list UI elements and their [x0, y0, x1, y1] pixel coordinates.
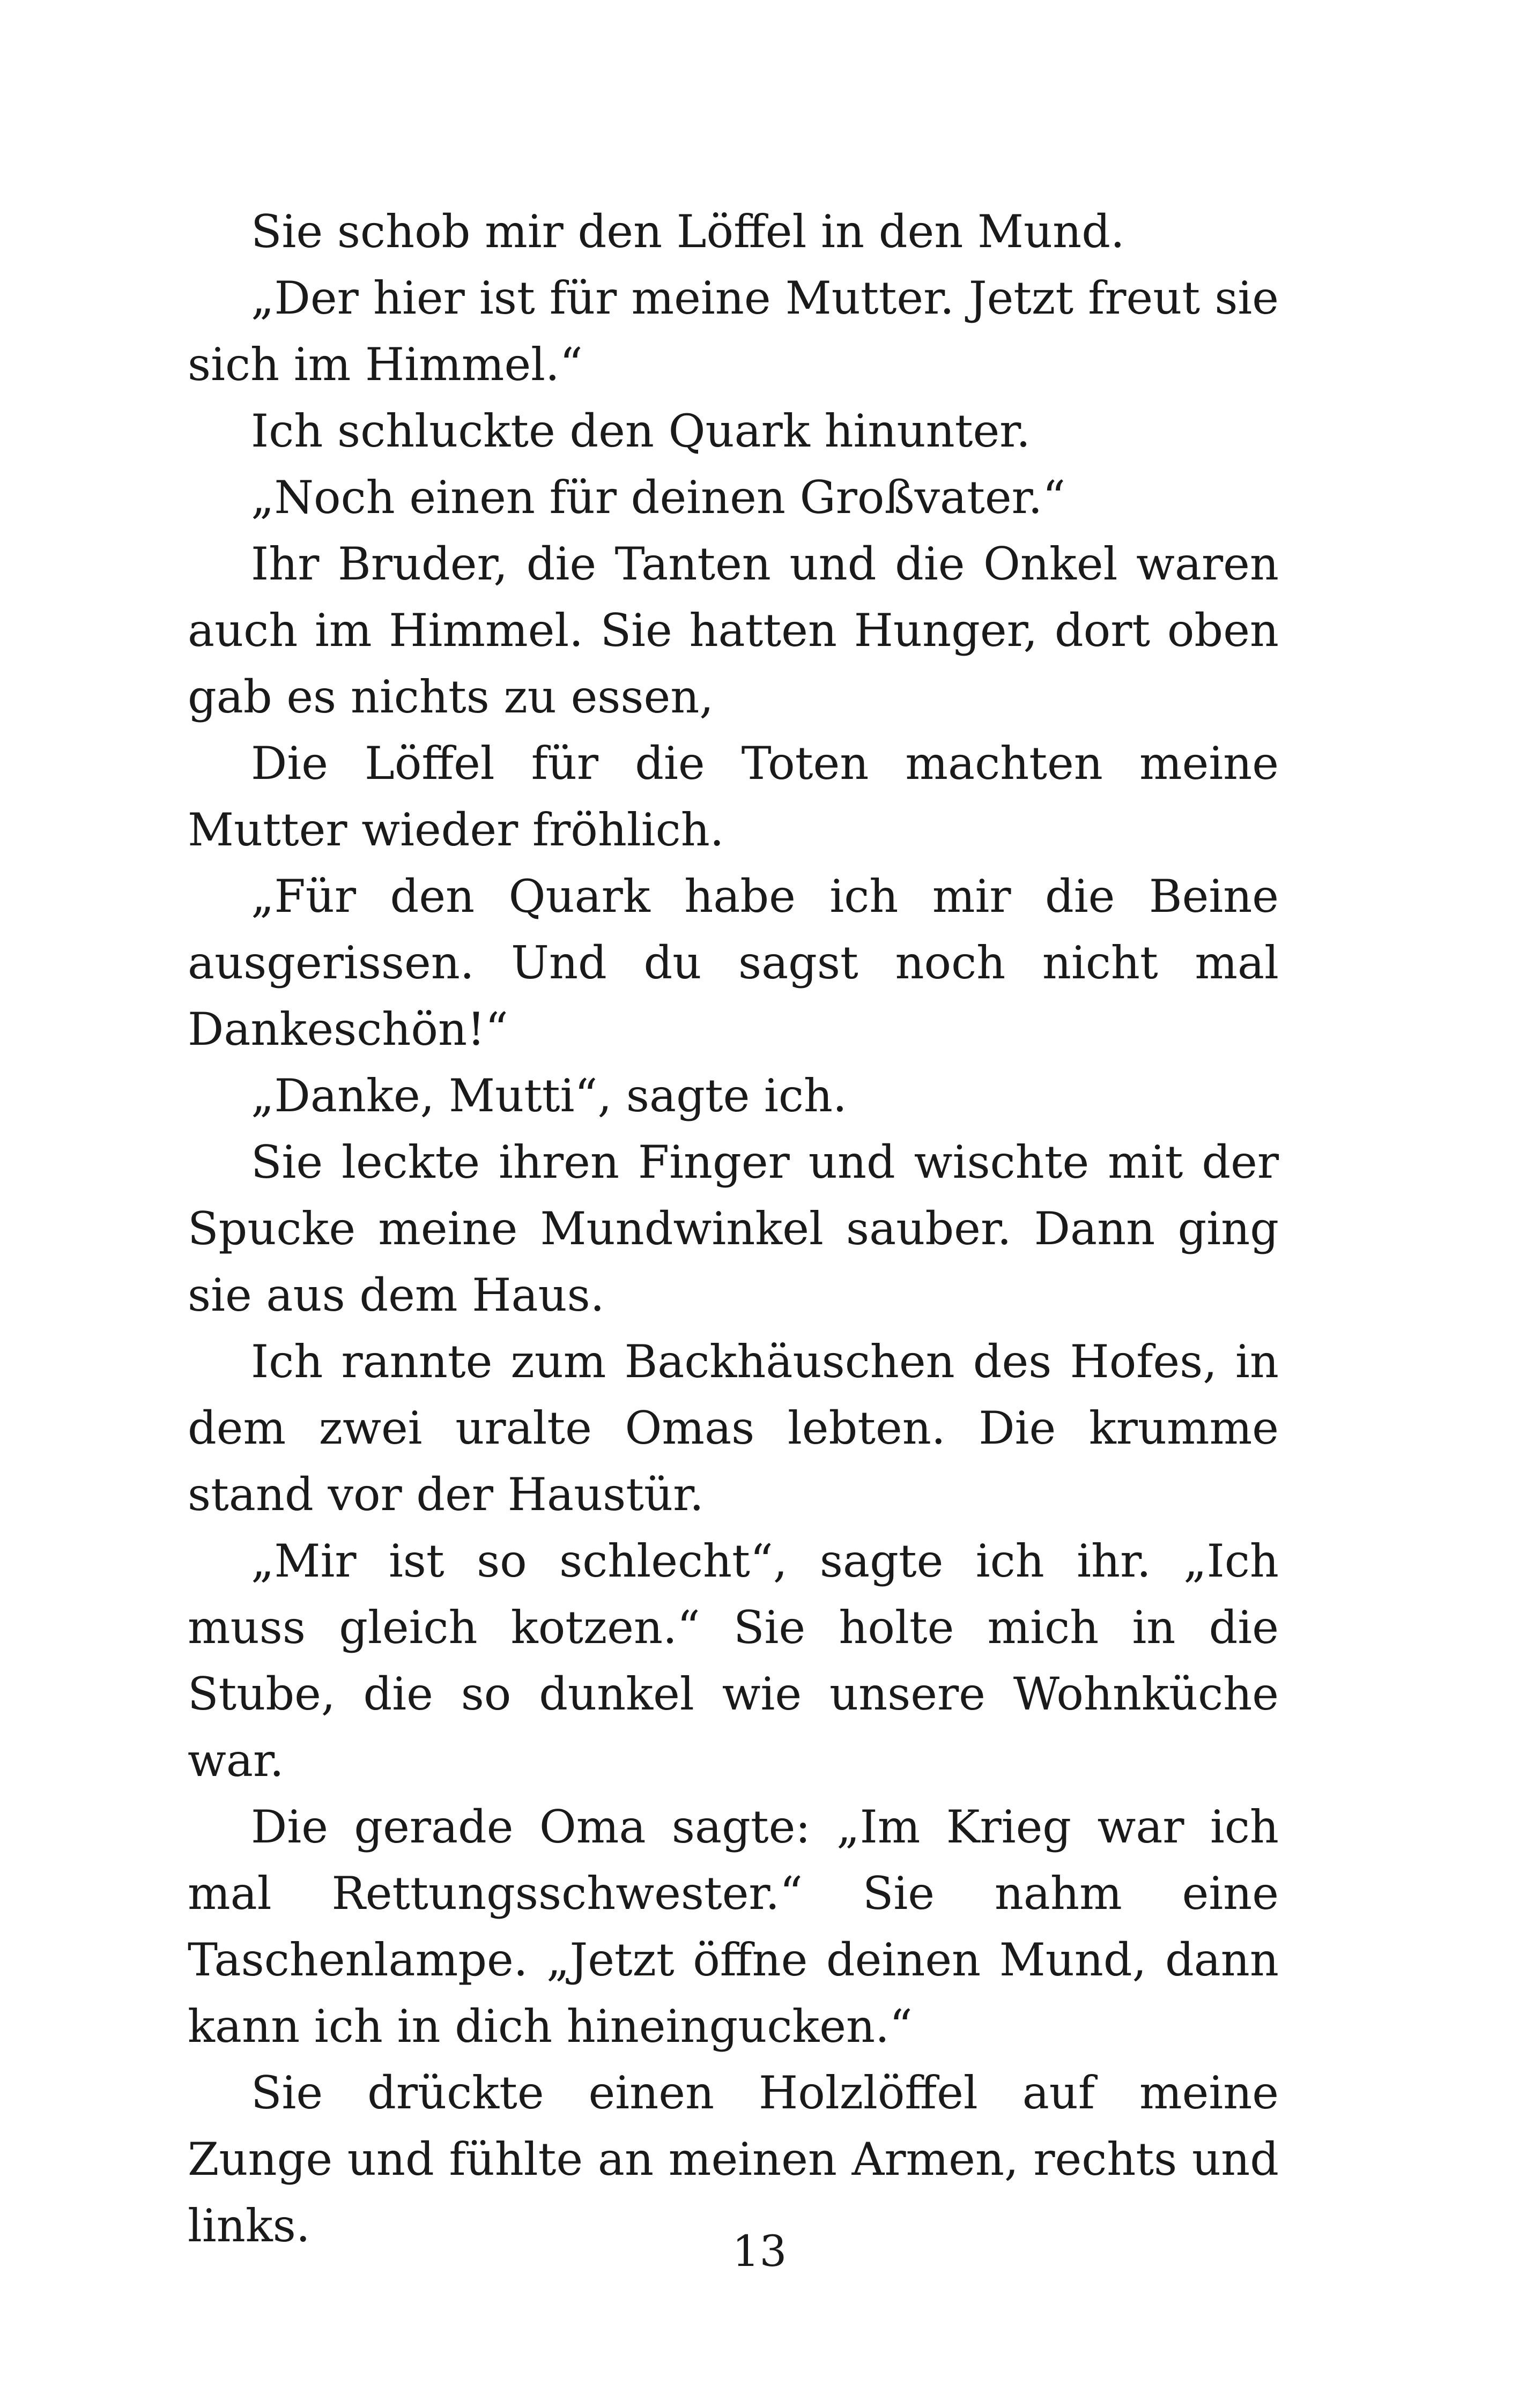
- paragraph: „Der hier ist für meine Mutter. Jetzt freut sie sich im Himmel.“: [188, 272, 1279, 391]
- paragraph: „Noch einen für deinen Großvater.“: [251, 471, 1066, 524]
- paragraph: „Mir ist so schlecht“, sagte ich ihr. „Ich muss gleich kotzen.“ Sie holte mich in die Stube, die so dunkel wie unsere Wohnküche war.: [188, 1535, 1279, 1787]
- paragraph: Sie schob mir den Löffel in den Mund.: [251, 205, 1125, 258]
- paragraph: Die Löffel für die Toten machten meine Mutter wieder fröhlich.: [188, 737, 1279, 856]
- paragraph: Die gerade Oma sagte: „Im Krieg war ich mal Rettungsschwester.“ Sie nahm eine Taschenlampe. „Jetzt öffne deinen Mund, dann kann ich in dich hineingucken.“: [188, 1801, 1279, 2053]
- page-number: 13: [732, 2226, 787, 2276]
- paragraph: Sie leckte ihren Finger und wischte mit der Spucke meine Mundwinkel sauber. Dann ging sie aus dem Haus.: [188, 1136, 1279, 1321]
- body-text: [188, 198, 1279, 2259]
- paragraph: „Danke, Mutti“, sagte ich.: [251, 1069, 847, 1122]
- paragraph: „Für den Quark habe ich mir die Beine ausgerissen. Und du sagst noch nicht mal Dankeschön!“: [188, 870, 1279, 1056]
- paragraph: Ich schluckte den Quark hinunter.: [251, 405, 1031, 457]
- paragraph: Ich rannte zum Backhäuschen des Hofes, in dem zwei uralte Omas lebten. Die krumme stand vor der Haustür.: [188, 1335, 1279, 1521]
- paragraph: Ihr Bruder, die Tanten und die Onkel waren auch im Himmel. Sie hatten Hunger, dort oben gab es nichts zu essen,: [188, 538, 1279, 723]
- paragraph: Sie drückte einen Holzlöffel auf meine Zunge und fühlte an meinen Armen, rechts und links.: [188, 2067, 1279, 2252]
